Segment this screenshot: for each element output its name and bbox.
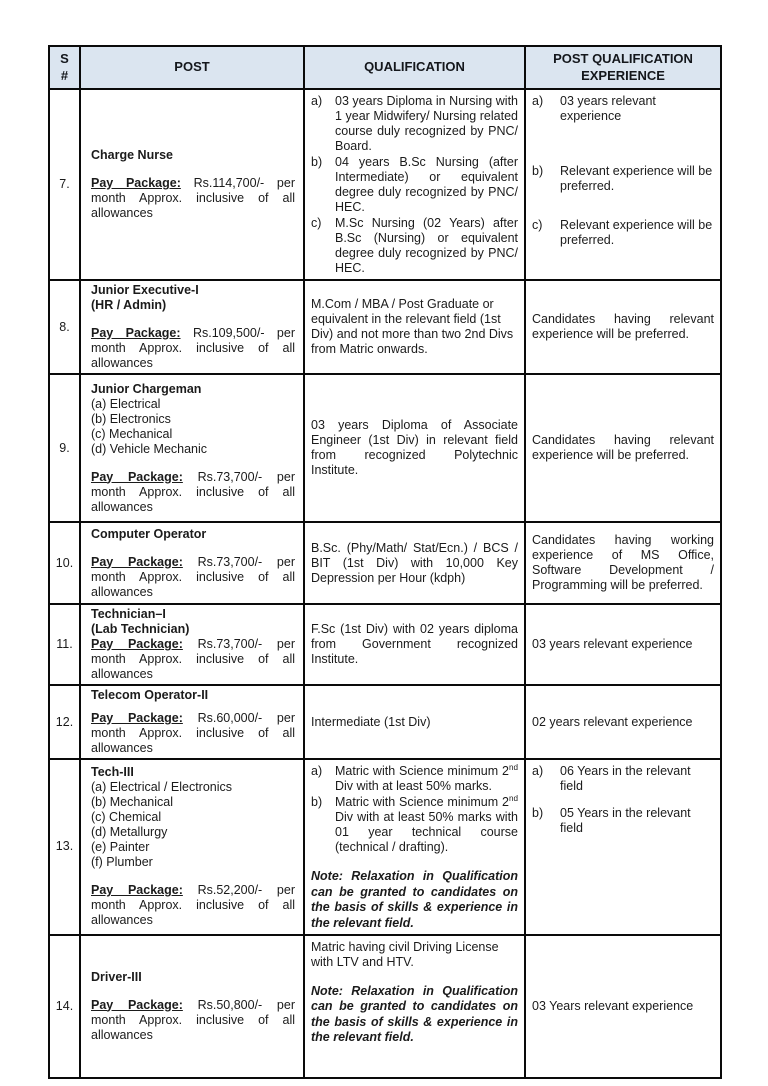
qualification-cell — [304, 685, 525, 759]
item-text: 06 Years in the relevant field — [560, 764, 691, 793]
post-sublist — [91, 397, 295, 457]
item-text: Matric with Science minimum 2nd Div with at least 50% marks with 01 year technical course (technical / drafting). — [335, 793, 518, 854]
experience-text: 02 years relevant experience — [532, 714, 693, 729]
header-cell-serial — [49, 46, 80, 89]
post-sublist — [91, 780, 295, 870]
pay-package-text: Rs.73,700/- per month Approx. inclusive of all allowances — [91, 637, 295, 681]
pay-package-label: Pay Package: — [91, 883, 183, 898]
pay-package-text: Rs.60,000/- per month Approx. inclusive of all allowances — [91, 711, 295, 755]
post-title: Telecom Operator-II — [91, 688, 209, 702]
post-cell — [80, 759, 304, 935]
qualification-text: F.Sc (1st Div) with 02 years diploma from Government recognized Institute. — [311, 622, 518, 666]
table-header-row — [49, 46, 721, 89]
pay-package-label: Pay Package: — [91, 637, 183, 651]
post-sublist-item: (a) Electrical / Electronics — [91, 780, 233, 795]
item-marker: a) — [532, 764, 544, 778]
experience-cell — [525, 522, 721, 604]
table-row — [49, 685, 721, 759]
superscript: nd — [508, 793, 518, 803]
post-sublist-item: (b) Electronics — [91, 411, 171, 426]
pay-package — [91, 470, 295, 515]
table-row — [49, 935, 721, 1078]
pay-package-text: Rs.73,700/- per month Approx. inclusive of all allowances — [91, 554, 295, 599]
pay-package-label: Pay Package: — [91, 554, 183, 569]
table-row — [49, 759, 721, 935]
pay-package-label: Pay Package: — [91, 469, 183, 484]
pay-package-text: Rs.73,700/- per month Approx. inclusive of all allowances — [91, 469, 295, 514]
experience-cell — [525, 685, 721, 759]
item-marker: a) — [532, 94, 544, 108]
pay-package-text: Rs.50,800/- per month Approx. inclusive of all allowances — [91, 997, 295, 1042]
pay-package-label: Pay Package: — [91, 997, 183, 1012]
post-cell — [80, 604, 304, 685]
serial-cell: 7. — [49, 89, 80, 280]
table-row — [49, 89, 721, 280]
qualification-cell — [304, 374, 525, 522]
post-cell — [80, 935, 304, 1078]
qualification-cell — [304, 522, 525, 604]
post-sublist-item: (e) Painter — [91, 840, 150, 855]
note-text: Note: Relaxation in Qualification can be granted to candidates on the basis of skills & experience in the relevant field. — [311, 983, 518, 1045]
table-row — [49, 280, 721, 374]
qualification-item — [311, 764, 518, 794]
pay-package-text: Rs.52,200/- per month Approx. inclusive of all allowances — [91, 883, 295, 928]
qualification-text: B.Sc. (Phy/Math/ Stat/Ecn.) / BCS / BIT (1st Div) with 10,000 Key Depression per Hour (kdph) — [311, 540, 518, 585]
post-sublist-item: (d) Vehicle Mechanic — [91, 441, 208, 456]
post-sublist-item: (c) Mechanical — [91, 426, 173, 441]
experience-cell — [525, 759, 721, 935]
experience-text: Candidates having relevant experience will be preferred. — [532, 312, 714, 341]
qualification-item — [311, 795, 518, 855]
post-sublist-item: (f) Plumber — [91, 855, 153, 870]
post-sublist-item: (d) Metallurgy — [91, 825, 168, 840]
qualification-cell — [304, 280, 525, 374]
item-marker: c) — [311, 216, 322, 230]
experience-cell — [525, 374, 721, 522]
serial-cell: 13. — [49, 759, 80, 935]
experience-item — [532, 764, 714, 794]
post-title: Computer Operator — [91, 526, 207, 541]
experience-item — [532, 94, 714, 124]
item-marker: a) — [311, 764, 323, 778]
pay-package-text: Rs.114,700/- per month Approx. inclusive of all allowances — [91, 176, 296, 220]
qualification-cell — [304, 604, 525, 685]
experience-text: 03 Years relevant experience — [532, 998, 694, 1013]
qualification-item — [311, 216, 518, 276]
serial-header-line1: S — [60, 50, 69, 66]
item-marker: c) — [532, 218, 543, 232]
pay-package — [91, 326, 295, 371]
experience-text: Candidates having relevant experience will be preferred. — [532, 433, 714, 462]
post-title: Charge Nurse — [91, 148, 173, 162]
qualification-cell — [304, 89, 525, 280]
item-text: 03 years relevant experience — [560, 94, 656, 123]
pay-package-text: Rs.109,500/- per month Approx. inclusive of all allowances — [91, 326, 295, 370]
item-marker: b) — [311, 795, 323, 809]
qualification-cell — [304, 935, 525, 1078]
table-row — [49, 604, 721, 685]
table-row — [49, 374, 721, 522]
serial-cell: 8. — [49, 280, 80, 374]
pay-package — [91, 883, 295, 928]
qualification-text: 03 years Diploma of Associate Engineer (1st Div) in relevant field from recognized Polytechnic Institute. — [311, 418, 518, 477]
post-title: Tech-III — [91, 765, 134, 780]
experience-cell — [525, 280, 721, 374]
superscript: nd — [508, 762, 518, 772]
item-marker: a) — [311, 94, 323, 108]
qualification-text: Matric having civil Driving License with LTV and HTV. — [311, 939, 499, 969]
qualification-item — [311, 155, 518, 215]
note-text: Note: Relaxation in Qualification can be granted to candidates on the basis of skills & experience in the relevant field. — [311, 869, 518, 930]
header-cell-experience: POST QUALIFICATION EXPERIENCE — [525, 46, 721, 89]
experience-item — [532, 164, 714, 194]
qualification-text: M.Com / MBA / Post Graduate or equivalent in the relevant field (1st Div) and not more than two 2nd Divs from Matric onwards. — [311, 297, 514, 356]
experience-item — [532, 806, 714, 836]
item-marker: b) — [532, 806, 544, 820]
experience-text: 03 years relevant experience — [532, 637, 693, 651]
pay-package-label: Pay Package: — [91, 326, 181, 340]
serial-cell: 10. — [49, 522, 80, 604]
post-cell — [80, 280, 304, 374]
post-title-line2: (HR / Admin) — [91, 298, 167, 312]
item-text: Relevant experience will be preferred. — [560, 218, 713, 247]
pay-package-label: Pay Package: — [91, 176, 181, 190]
item-text: 05 Years in the relevant field — [560, 806, 691, 835]
post-sublist-item: (a) Electrical — [91, 396, 161, 411]
serial-cell: 9. — [49, 374, 80, 522]
header-cell-post: POST — [80, 46, 304, 89]
item-text: Matric with Science minimum 2nd Div with at least 50% marks. — [335, 762, 518, 793]
item-marker: b) — [311, 155, 323, 169]
item-text: 03 years Diploma in Nursing with 1 year Midwifery/ Nursing related course duly recognized by PNC/ Board. — [335, 94, 518, 153]
serial-header-line2: # — [60, 67, 69, 83]
experience-text: Candidates having working experience of MS Office, Software Development / Programming will be preferred. — [532, 533, 714, 592]
post-sublist-item: (b) Mechanical — [91, 795, 173, 810]
table-row — [49, 522, 721, 604]
pay-package — [91, 711, 295, 756]
post-sublist-item: (c) Chemical — [91, 810, 162, 825]
job-postings-table — [48, 45, 722, 1079]
post-title: Junior Executive-I — [91, 283, 199, 297]
qualification-text: Intermediate (1st Div) — [311, 714, 431, 729]
post-cell — [80, 374, 304, 522]
item-marker: b) — [532, 164, 544, 178]
experience-cell — [525, 89, 721, 280]
item-text: 04 years B.Sc Nursing (after Intermediate) or equivalent degree duly recognized by PNC/ HEC. — [335, 155, 518, 214]
post-title-line2: (Lab Technician) — [91, 622, 190, 636]
experience-cell — [525, 604, 721, 685]
qualification-cell — [304, 759, 525, 935]
post-title: Junior Chargeman — [91, 381, 202, 396]
post-cell — [80, 522, 304, 604]
pay-package — [91, 176, 295, 221]
post-title: Driver-III — [91, 969, 142, 984]
experience-item — [532, 218, 714, 248]
experience-cell — [525, 935, 721, 1078]
post-cell — [80, 685, 304, 759]
pay-package — [91, 555, 295, 600]
post-cell — [80, 89, 304, 280]
item-text: M.Sc Nursing (02 Years) after B.Sc (Nursing) or equivalent degree duly recognized by PNC/ HEC. — [335, 216, 518, 275]
serial-cell: 12. — [49, 685, 80, 759]
pay-package — [91, 998, 295, 1043]
serial-cell: 14. — [49, 935, 80, 1078]
item-text: Relevant experience will be preferred. — [560, 164, 713, 193]
pay-package — [91, 637, 295, 682]
qualification-item — [311, 94, 518, 154]
pay-package-label: Pay Package: — [91, 711, 183, 725]
serial-cell: 11. — [49, 604, 80, 685]
header-cell-qualification: QUALIFICATION — [304, 46, 525, 89]
post-title: Technician–I — [91, 607, 166, 621]
